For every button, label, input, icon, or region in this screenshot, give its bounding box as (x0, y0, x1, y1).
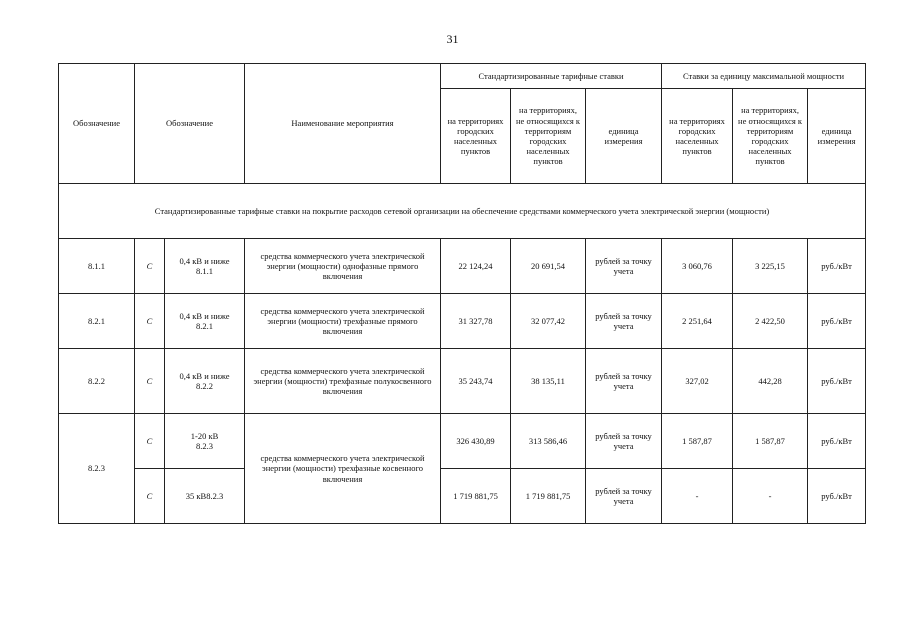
row-std-nonurban: 1 719 881,75 (511, 469, 586, 524)
table-row (59, 469, 866, 524)
row-std-nonurban: 38 135,11 (511, 349, 586, 414)
header-std-urban: на территориях городских населенных пунктов (441, 89, 511, 184)
row-power-nonurban: 442,28 (733, 349, 808, 414)
row-power-urban: 2 251,64 (662, 294, 733, 349)
row-std-unit: рублей за точку учета (586, 239, 662, 294)
row-voltage: 0,4 кВ и ниже 8.1.1 (165, 239, 245, 294)
header-power-nonurban: на территориях, не относящихся к территориям городских населенных пунктов (733, 89, 808, 184)
row-code: 8.2.1 (59, 294, 135, 349)
table-row (59, 414, 866, 469)
row-letter: С (135, 294, 165, 349)
row-std-nonurban: 313 586,46 (511, 414, 586, 469)
row-power-nonurban: 3 225,15 (733, 239, 808, 294)
header-power-group: Ставки за единицу максимальной мощности (662, 64, 866, 89)
row-std-urban: 35 243,74 (441, 349, 511, 414)
row-std-nonurban: 20 691,54 (511, 239, 586, 294)
row-power-urban: 327,02 (662, 349, 733, 414)
header-designation: Обозначение (135, 64, 245, 184)
table-row (59, 349, 866, 414)
row-std-nonurban: 32 077,42 (511, 294, 586, 349)
row-power-unit: руб./кВт (808, 239, 866, 294)
header-code: Обозначение (59, 64, 135, 184)
row-voltage: 35 кВ8.2.3 (165, 469, 245, 524)
row-std-urban: 22 124,24 (441, 239, 511, 294)
row-code: 8.2.3 (59, 414, 135, 524)
row-power-nonurban: 1 587,87 (733, 414, 808, 469)
row-letter: С (135, 239, 165, 294)
header-std-nonurban: на территориях, не относящихся к территориям городских населенных пунктов (511, 89, 586, 184)
row-power-unit: руб./кВт (808, 469, 866, 524)
page-number: 31 (446, 32, 459, 46)
section-title-row (59, 184, 866, 239)
row-name: средства коммерческого учета электрической энергии (мощности) трехфазные прямого включения (245, 294, 441, 349)
row-power-unit: руб./кВт (808, 349, 866, 414)
row-std-unit: рублей за точку учета (586, 469, 662, 524)
row-code: 8.1.1 (59, 239, 135, 294)
row-std-unit: рублей за точку учета (586, 294, 662, 349)
row-letter: С (135, 469, 165, 524)
row-power-unit: руб./кВт (808, 294, 866, 349)
header-name: Наименование мероприятия (245, 64, 441, 184)
row-power-urban: 1 587,87 (662, 414, 733, 469)
row-letter: С (135, 414, 165, 469)
header-std-group: Стандартизированные тарифные ставки (441, 64, 662, 89)
row-power-urban: - (662, 469, 733, 524)
row-voltage: 0,4 кВ и ниже 8.2.1 (165, 294, 245, 349)
row-power-urban: 3 060,76 (662, 239, 733, 294)
row-std-unit: рублей за точку учета (586, 349, 662, 414)
row-std-urban: 1 719 881,75 (441, 469, 511, 524)
row-power-nonurban: - (733, 469, 808, 524)
tariff-table (58, 63, 866, 524)
row-voltage: 0,4 кВ и ниже 8.2.2 (165, 349, 245, 414)
row-code: 8.2.2 (59, 349, 135, 414)
row-std-unit: рублей за точку учета (586, 414, 662, 469)
row-name: средства коммерческого учета электрической энергии (мощности) однофазные прямого включения (245, 239, 441, 294)
row-letter: С (135, 349, 165, 414)
table-row (59, 294, 866, 349)
row-name: средства коммерческого учета электрической энергии (мощности) трехфазные полукосвенного включения (245, 349, 441, 414)
row-power-unit: руб./кВт (808, 414, 866, 469)
row-std-urban: 31 327,78 (441, 294, 511, 349)
header-row-1 (59, 64, 866, 89)
header-std-unit: единица измерения (586, 89, 662, 184)
section-title: Стандартизированные тарифные ставки на покрытие расходов сетевой организации на обеспечение средствами коммерческого учета электрической энергии (мощности) (59, 184, 866, 239)
row-name: средства коммерческого учета электрической энергии (мощности) трехфазные косвенного включения (245, 414, 441, 524)
table-row (59, 239, 866, 294)
header-power-urban: на территориях городских населенных пунктов (662, 89, 733, 184)
header-power-unit: единица измерения (808, 89, 866, 184)
row-std-urban: 326 430,89 (441, 414, 511, 469)
row-voltage: 1-20 кВ 8.2.3 (165, 414, 245, 469)
row-power-nonurban: 2 422,50 (733, 294, 808, 349)
